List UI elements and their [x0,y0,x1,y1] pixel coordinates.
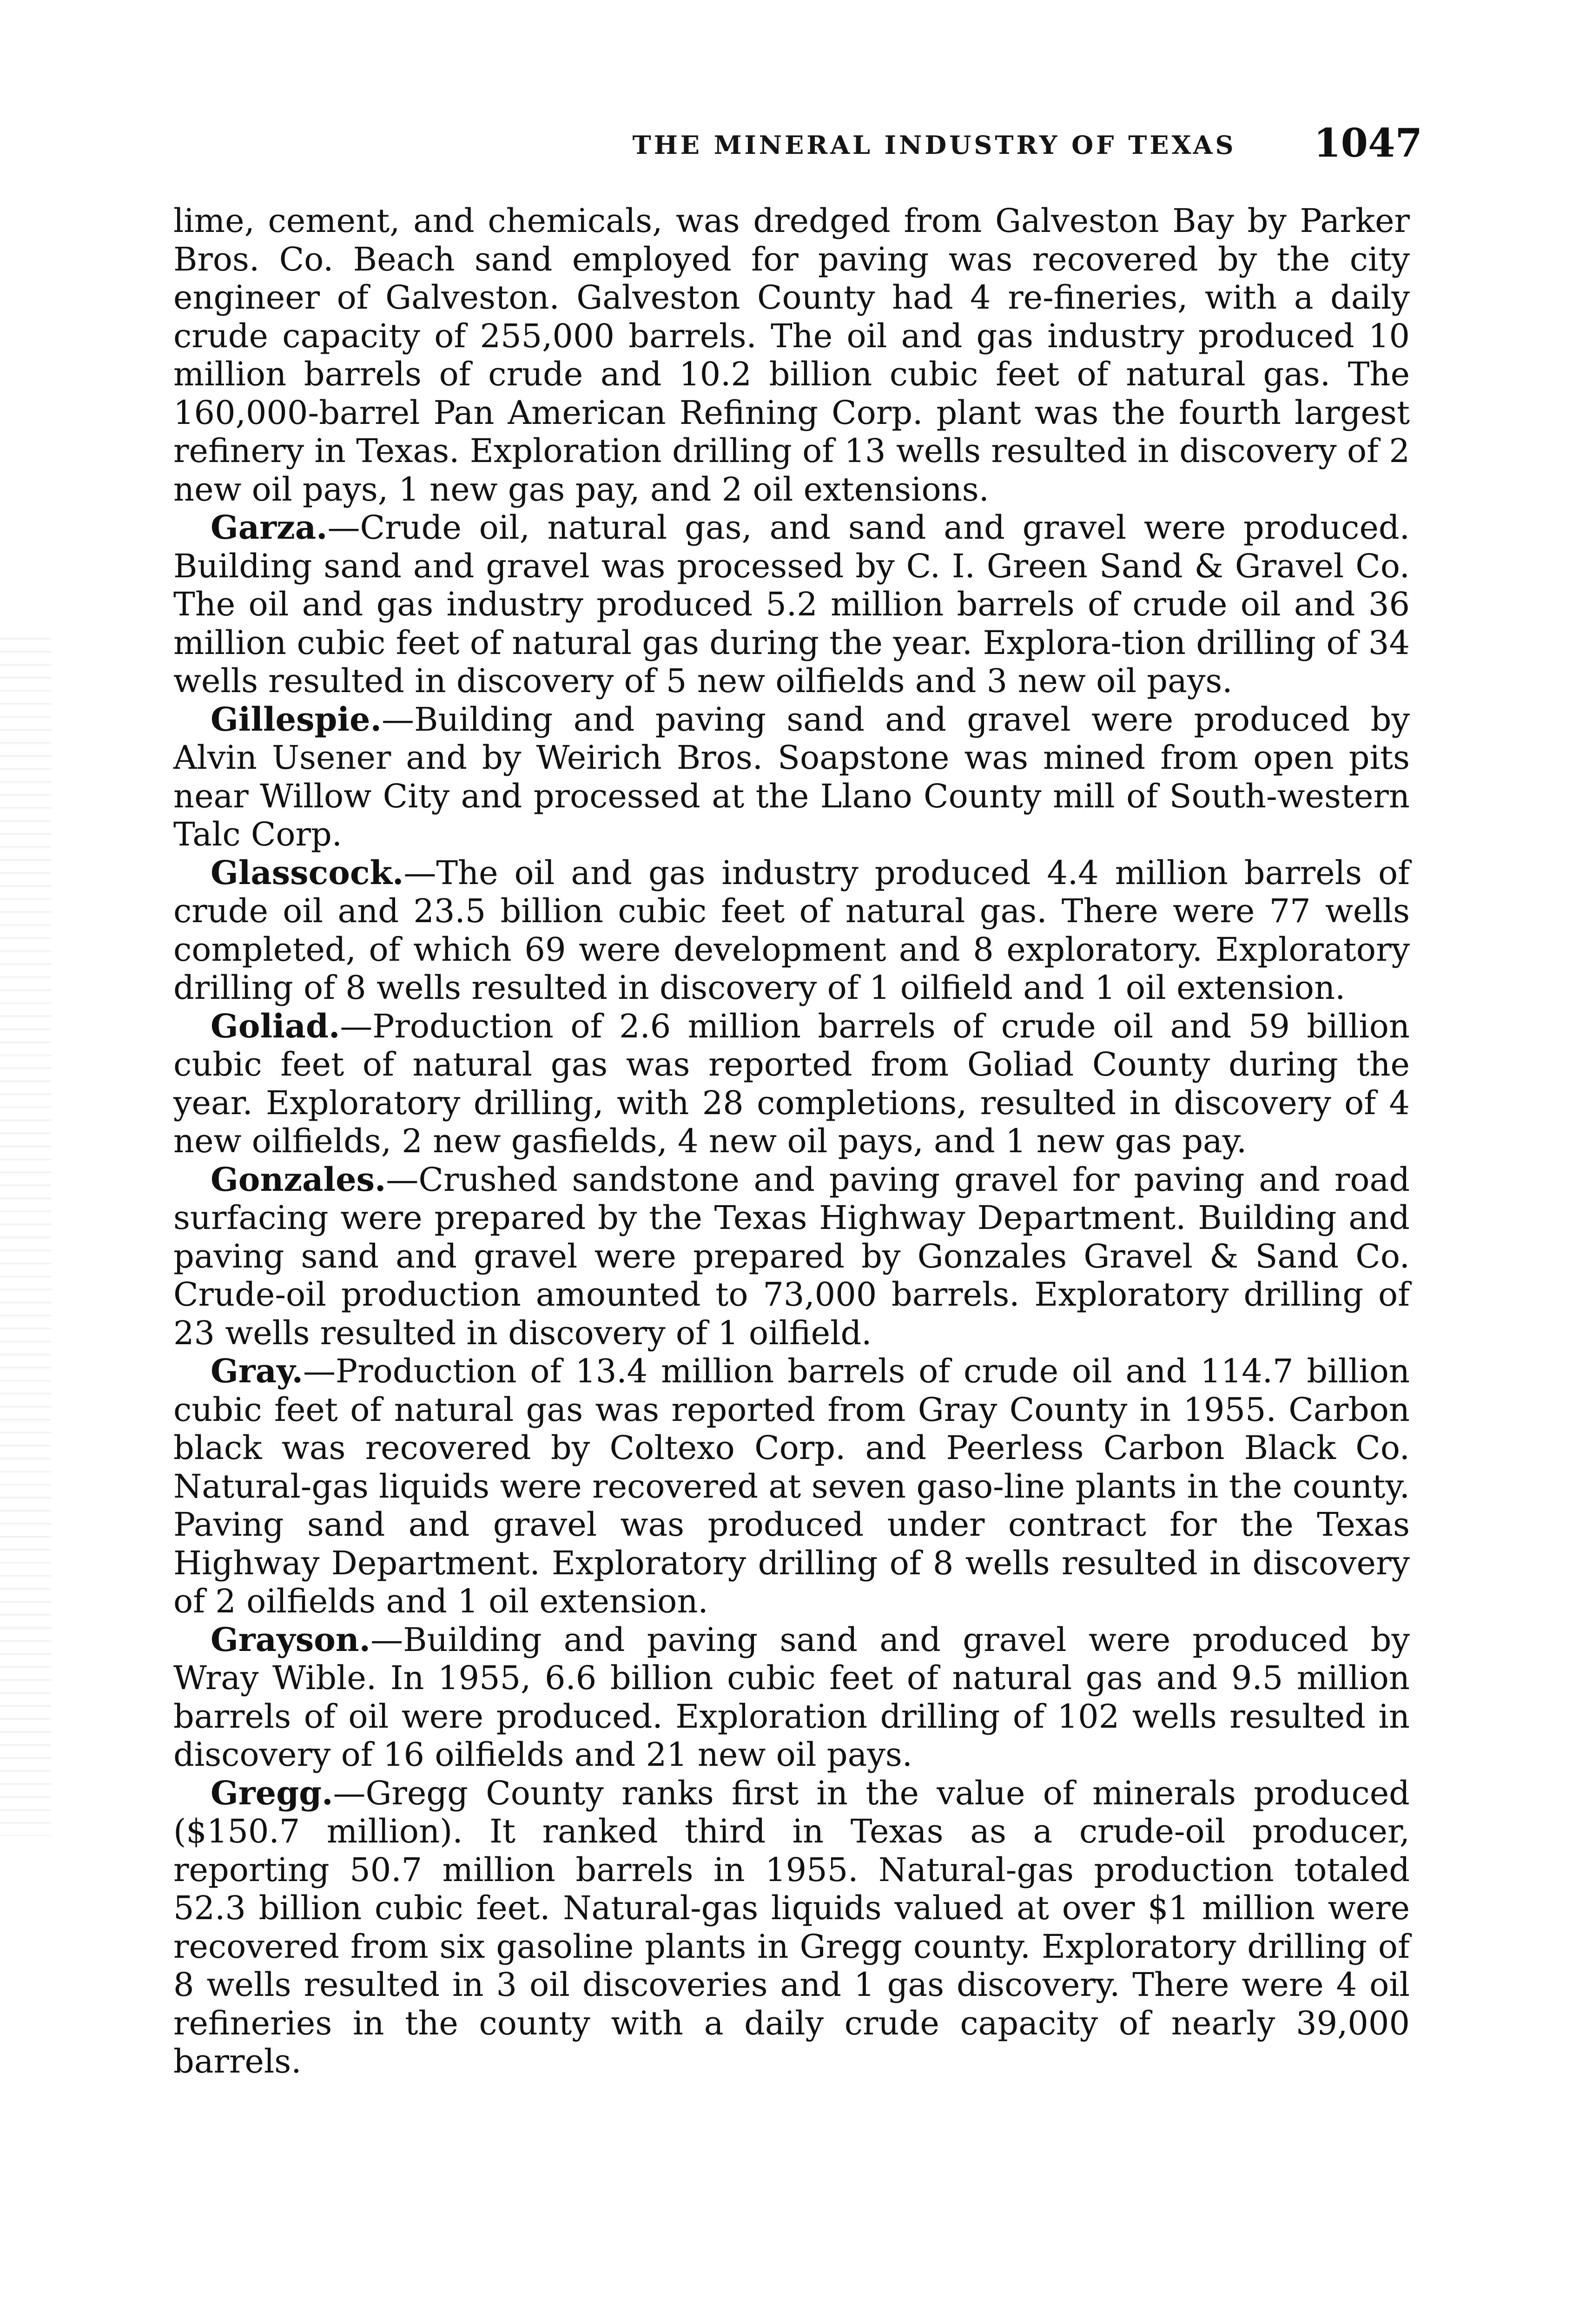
county-heading-grayson: Grayson. [211,1620,371,1659]
county-text-garza: —Crude oil, natural gas, and sand and gravel were produced. Building sand and gravel was processed by C. I. Green Sand & Gravel Co. The oil and gas industry produced 5.2 million barrels of crude oil and 36 million cubic feet of natural gas during the year. Explora-tion drilling of 34 wells resulted in discovery of 5 new oilfields and 3 new oil pays. [173,508,1410,700]
county-entry-goliad [173,1007,1410,1161]
county-text-gray: —Production of 13.4 million barrels of crude oil and 114.7 billion cubic feet of natural gas was reported from Gray County in 1955. Carbon black was recovered by Coltexo Corp. and Peerless Carbon Black Co. Natural-gas liquids were recovered at seven gaso-line plants in the county. Paving sand and gravel was produced under contract for the Texas Highway Department. Exploratory drilling of 8 wells resulted in discovery of 2 oilfields and 1 oil extension. [173,1352,1410,1620]
county-heading-glasscock: Glasscock. [211,853,404,892]
county-text-gonzales: —Crushed sandstone and paving gravel for paving and road surfacing were prepared by the Texas Highway Department. Building and paving sand and gravel were prepared by Gonzales Gravel & Sand Co. Crude-oil production amounted to 73,000 barrels. Exploratory drilling of 23 wells resulted in discovery of 1 oilfield. [173,1160,1410,1352]
county-text-goliad: —Production of 2.6 million barrels of crude oil and 59 billion cubic feet of natural gas was reported from Goliad County during the year. Exploratory drilling, with 28 completions, resulted in discovery of 4 new oilfields, 2 new gasfields, 4 new oil pays, and 1 new gas pay. [173,1007,1410,1160]
county-text-gillespie: —Building and paving sand and gravel were produced by Alvin Usener and by Weirich Bros. Soapstone was mined from open pits near Willow City and processed at the Llano County mill of South-western Talc Corp. [173,700,1410,853]
county-heading-goliad: Goliad. [211,1006,340,1045]
scan-edge-shadow [0,627,51,1836]
county-heading-gonzales: Gonzales. [211,1160,386,1199]
running-title: THE MINERAL INDUSTRY OF TEXAS [632,130,1236,160]
page-number: 1047 [1314,120,1422,166]
county-text-grayson: —Building and paving sand and gravel were produced by Wray Wible. In 1955, 6.6 billion cubic feet of natural gas and 9.5 million barrels of oil were produced. Exploration drilling of 102 wells resulted in discovery of 16 oilfields and 21 new oil pays. [173,1620,1410,1774]
county-entry-gregg [173,1774,1410,2081]
county-entry-glasscock [173,854,1410,1007]
county-entry-gillespie [173,700,1410,854]
body-text [173,202,1410,2081]
county-entry-garza [173,508,1410,700]
county-text-gregg: —Gregg County ranks first in the value of minerals produced ($150.7 million). It ranked third in Texas as a crude-oil producer, reporting 50.7 million barrels in 1955. Natural-gas production totaled 52.3 billion cubic feet. Natural-gas liquids valued at over $1 million were recovered from six gasoline plants in Gregg county. Exploratory drilling of 8 wells resulted in 3 oil discoveries and 1 gas discovery. There were 4 oil refineries in the county with a daily crude capacity of nearly 39,000 barrels. [173,1774,1410,2080]
county-entry-gray [173,1352,1410,1621]
county-heading-gray: Gray. [211,1352,304,1390]
continued-paragraph: lime, cement, and chemicals, was dredged from Galveston Bay by Parker Bros. Co. Beach sand employed for paving was recovered by the city engineer of Galveston. Galveston County had 4 re-fineries, with a daily crude capacity of 255,000 barrels. The oil and gas industry produced 10 million barrels of crude and 10.2 billion cubic feet of natural gas. The 160,000-barrel Pan American Refining Corp. plant was the fourth largest refinery in Texas. Exploration drilling of 13 wells resulted in discovery of 2 new oil pays, 1 new gas pay, and 2 oil extensions. [173,202,1410,508]
county-heading-gregg: Gregg. [211,1773,333,1812]
county-heading-garza: Garza. [211,508,328,547]
county-text-glasscock: —The oil and gas industry produced 4.4 million barrels of crude oil and 23.5 billion cubic feet of natural gas. There were 77 wells completed, of which 69 were development and 8 exploratory. Exploratory drilling of 8 wells resulted in discovery of 1 oilfield and 1 oil extension. [173,853,1410,1007]
county-entry-gonzales [173,1161,1410,1353]
county-heading-gillespie: Gillespie. [211,700,382,739]
county-entry-grayson [173,1621,1410,1774]
